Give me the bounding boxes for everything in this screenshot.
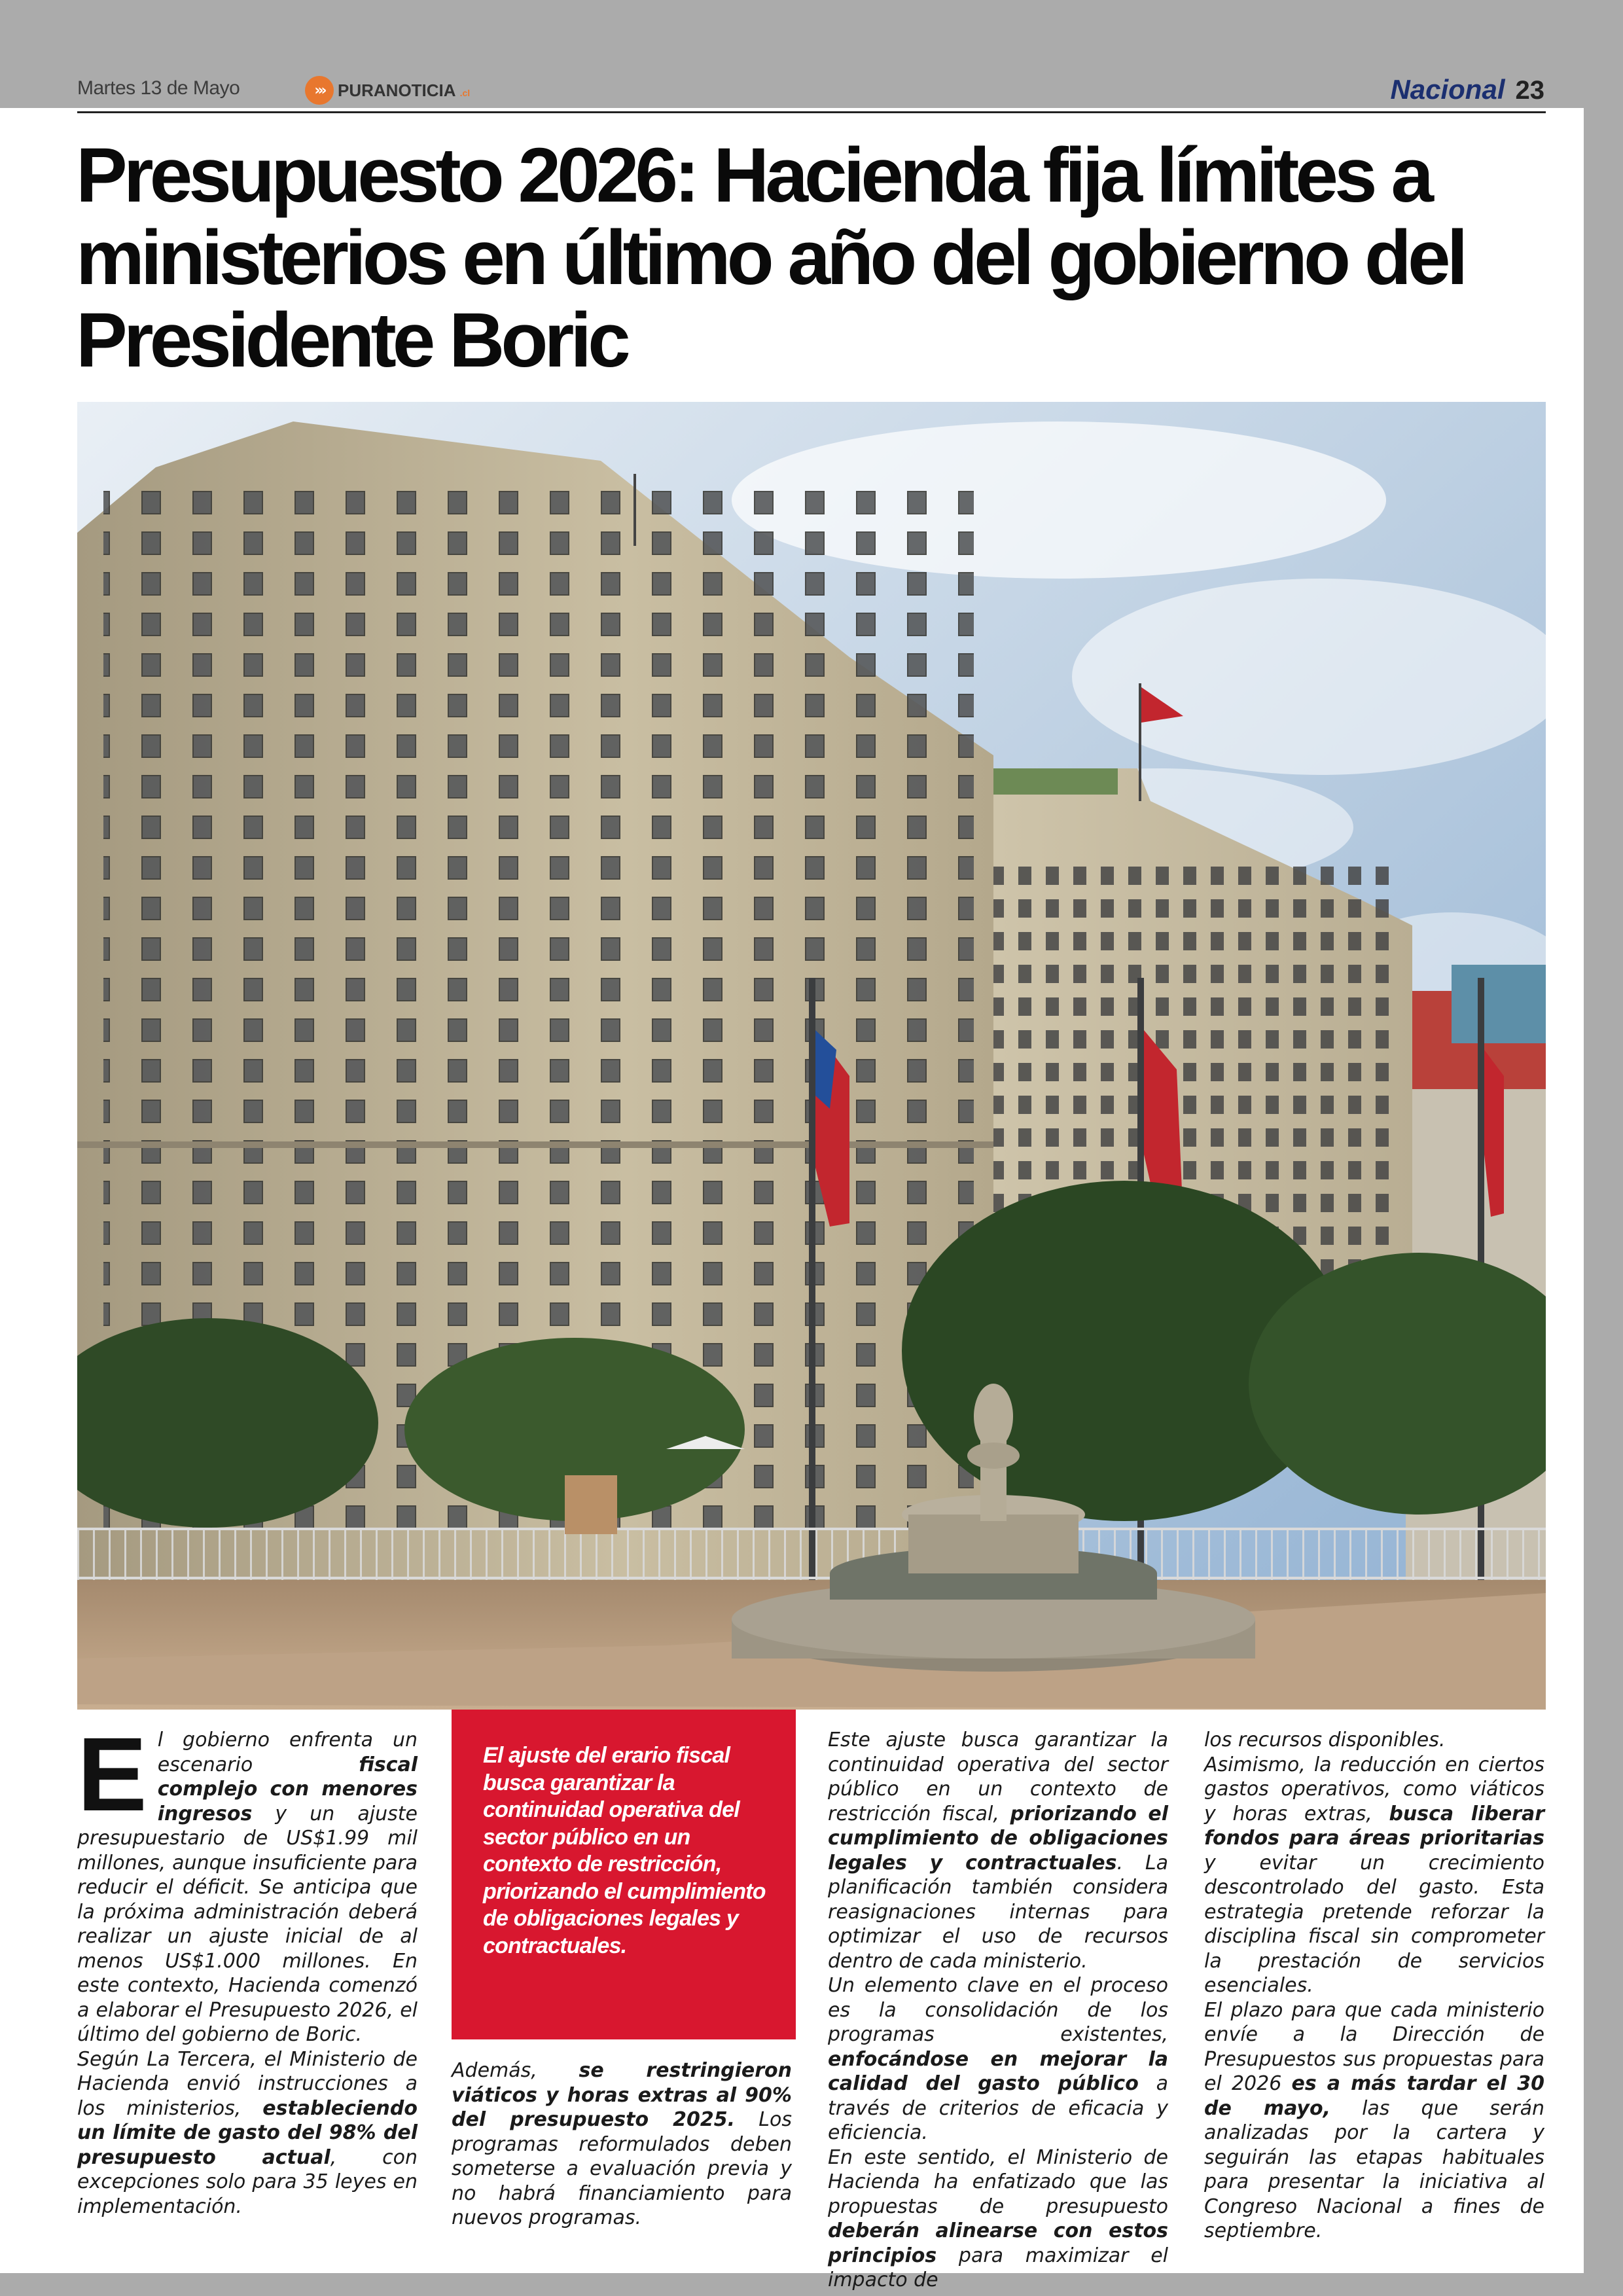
col3-p2-text-b: a través de criterios de eficacia y eficiencia. [828, 2072, 1168, 2144]
col3-p3-text-b: para maximizar el impacto de [828, 2244, 1168, 2291]
col3-p2-bold: enfocándose en mejorar la calidad del gasto público [828, 2047, 1168, 2095]
government-buildings-photo-icon [77, 402, 1546, 1710]
col4-paragraph-3 [1204, 1998, 1544, 2244]
col4-p3-text-b: las que serán analizadas por la cartera y seguirán las etapas habituales para presentar la iniciativa al Congreso Nacional a fines de septiembre. [1204, 2096, 1544, 2242]
col4-p2-bold: busca liberar fondos para áreas prioritarias [1204, 1802, 1545, 1850]
col3-p2-text-a: Un elemento clave en el proceso es la consolidación de los programas existentes, [828, 1974, 1168, 2046]
col2-paragraph-1 [452, 2058, 792, 2231]
col3-p3-bold: deberán alinearse con estos principios [828, 2219, 1168, 2267]
section-header [1390, 74, 1544, 105]
col1-p1-text-a: l gobierno enfrenta un escenario [157, 1729, 418, 1776]
col1-p2-bold: estableciendo un límite de gasto del 98% del presupuesto actual [77, 2096, 418, 2169]
pull-quote-text: El ajuste del erario fiscal busca garantizar la continuidad operativa del sector público en un contexto de restricción, priorizando el cumplimiento de obligaciones legales y contractuales. [483, 1743, 766, 1958]
col1-p1-bold: fiscal complejo con menores ingresos [157, 1753, 418, 1825]
col3-p1-bold: priorizando el cumplimiento de obligaciones legales y contractuales [828, 1802, 1168, 1874]
publication-logo [305, 76, 470, 105]
col4-p3-text-a: El plazo para que cada ministerio envíe a la Dirección de Presupuestos sus propuestas para el 2026 [1204, 1998, 1544, 2095]
col4-p2-text-a: Asimismo, la reducción en ciertos gastos operativos, como viáticos y horas extras, [1204, 1753, 1544, 1825]
col1-p2-text-a: Según La Tercera, el Ministerio de Hacienda envió instrucciones a los ministerios, [77, 2047, 418, 2120]
col4-p2-text-b: y evitar un crecimiento descontrolado del gasto. Esta estrategia pretende reforzar la disciplina fiscal sin comprometer la prestación de servicios esenciales. [1204, 1851, 1544, 1997]
col1-p2-text-b: , con excepciones solo para 35 leyes en implementación. [77, 2145, 418, 2218]
article-column-1 [77, 1715, 418, 2219]
col2-p1-bold: se restringieron viáticos y horas extras al 90% del presupuesto 2025. [452, 2059, 792, 2131]
article-column-2 [452, 2058, 792, 2231]
logo-suffix: .cl [459, 88, 471, 98]
col4-paragraph-2 [1204, 1753, 1544, 1998]
page-number: 23 [1515, 76, 1544, 105]
col3-paragraph-1 [828, 1728, 1168, 1973]
header-rule [77, 111, 1546, 113]
logo-text: PURANOTICIA [338, 80, 456, 100]
col3-paragraph-3 [828, 2145, 1168, 2293]
col4-p1-text: los recursos disponibles. [1204, 1729, 1446, 1751]
col3-p3-text-a: En este sentido, el Ministerio de Hacienda ha enfatizado que las propuestas de presupuesto [828, 2145, 1168, 2218]
col3-p1-text-b: . La planificación también considera reasignaciones internas para optimizar el uso de recursos dentro de cada ministerio. [828, 1851, 1169, 1973]
pull-quote-box [452, 1710, 796, 2039]
article-column-4 [1204, 1728, 1544, 2244]
dropcap: E [77, 1715, 147, 1833]
col4-paragraph-1 [1204, 1728, 1544, 1753]
col2-p1-text-a: Además, [452, 2059, 579, 2082]
col2-p1-text-b: Los programas reformulados deben someterse a evaluación previa y no habrá financiamiento para nuevos programas. [452, 2108, 792, 2229]
col3-paragraph-2 [828, 1973, 1168, 2145]
issue-date: Martes 13 de Mayo [77, 77, 240, 99]
col1-p1-text-b: y un ajuste presupuestario de US$1.99 mil millones, aunque insuficiente para reducir el déficit. Se anticipa que la próxima administración deberá realizar un ajuste inicial de al menos US$1.000 millones. En este contexto, Hacienda comenzó a elaborar el Presupuesto 2026, el último del gobierno de Boric. [77, 1802, 418, 2046]
article-column-3 [828, 1728, 1168, 2293]
article-photo [77, 402, 1546, 1710]
article-headline: Presupuesto 2026: Hacienda fija límites a ministerios en último año del gobierno del Presidente Boric [76, 132, 1465, 384]
col3-p1-text-a: Este ajuste busca garantizar la continuidad operativa del sector público en un contexto de restricción fiscal, [828, 1729, 1168, 1825]
col4-p3-bold: es a más tardar el 30 de mayo, [1204, 2072, 1544, 2120]
col1-paragraph-2 [77, 2047, 418, 2219]
top-margin-band [0, 0, 1623, 108]
logo-arrows-icon: ››› [305, 76, 334, 105]
section-name: Nacional [1390, 74, 1505, 105]
